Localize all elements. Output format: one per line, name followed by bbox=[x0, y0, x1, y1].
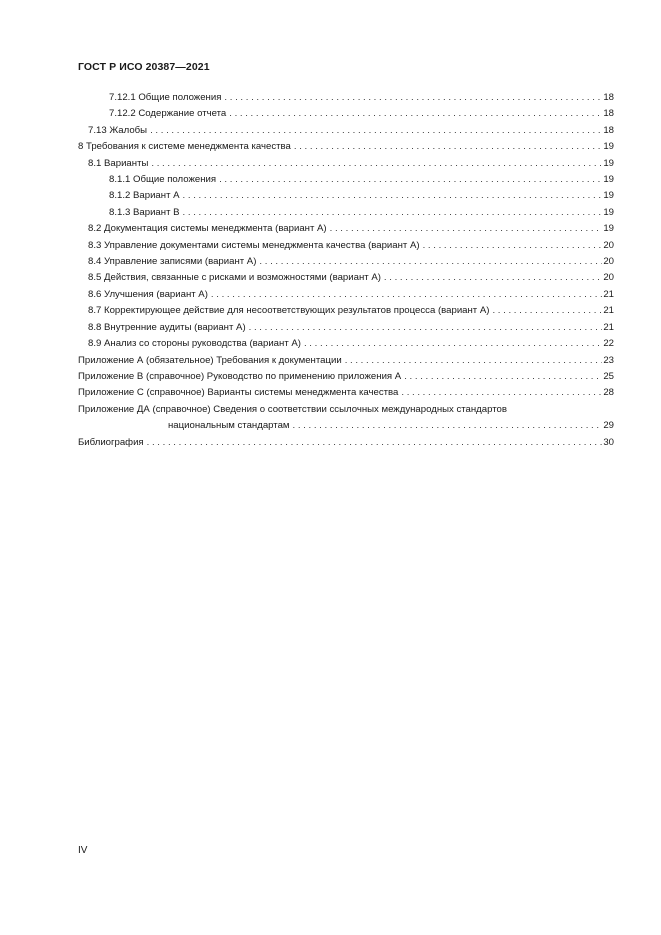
toc-entry-title: 8.1.3 Вариант В bbox=[109, 206, 180, 218]
toc-entry-title: Библиография bbox=[78, 436, 144, 448]
dot-leader bbox=[304, 336, 602, 352]
dot-leader bbox=[345, 353, 603, 369]
toc-entry-page: 23 bbox=[603, 354, 614, 366]
toc-entry-page: 18 bbox=[603, 92, 614, 103]
page-number: IV bbox=[78, 845, 88, 856]
toc-entry[interactable] bbox=[78, 172, 614, 188]
toc-entry-page: 18 bbox=[603, 108, 614, 120]
toc-entry-page: 19 bbox=[603, 174, 614, 186]
dot-leader bbox=[151, 156, 602, 172]
toc-entry-page: 28 bbox=[603, 387, 614, 399]
toc-entry-page: 21 bbox=[603, 305, 614, 317]
toc-entry-title: 8.1.2 Вариант А bbox=[109, 190, 180, 202]
toc-entry-page: 30 bbox=[603, 436, 614, 448]
toc-entry[interactable] bbox=[78, 270, 614, 286]
toc-entry-bibliography[interactable] bbox=[78, 435, 614, 451]
dot-leader bbox=[423, 238, 603, 254]
dot-leader bbox=[183, 188, 603, 204]
toc-entry[interactable] bbox=[78, 320, 614, 336]
toc-entry-page: 20 bbox=[603, 272, 614, 284]
toc-entry-page: 20 bbox=[603, 256, 614, 268]
toc-entry-title: 8.4 Управление записями (вариант А) bbox=[88, 256, 257, 268]
dot-leader bbox=[150, 123, 602, 139]
toc-entry-title: Приложение В (справочное) Руководство по применению приложения А bbox=[78, 370, 402, 382]
toc-entry-page: 19 bbox=[603, 206, 614, 218]
dot-leader bbox=[219, 172, 602, 188]
toc-entry-title: 7.12.2 Содержание отчета bbox=[109, 108, 227, 120]
dot-leader bbox=[384, 270, 602, 286]
toc-entry-page: 19 bbox=[603, 190, 614, 202]
toc-entry-continuation bbox=[78, 418, 614, 434]
toc-entry-page: 20 bbox=[603, 239, 614, 251]
toc-entry[interactable] bbox=[78, 139, 614, 155]
table-of-contents bbox=[78, 90, 614, 451]
toc-entry-page: 19 bbox=[603, 223, 614, 235]
toc-entry-page: 19 bbox=[603, 157, 614, 169]
toc-entry[interactable] bbox=[78, 385, 614, 401]
dot-leader bbox=[404, 369, 602, 385]
dot-leader bbox=[492, 303, 602, 319]
dot-leader bbox=[183, 205, 603, 221]
toc-entry-page: 22 bbox=[603, 338, 614, 350]
dot-leader bbox=[293, 418, 603, 434]
toc-entry-annex-da[interactable] bbox=[78, 402, 614, 435]
toc-entry[interactable] bbox=[78, 205, 614, 221]
toc-entry[interactable] bbox=[78, 353, 614, 369]
document-header: ГОСТ Р ИСО 20387—2021 bbox=[78, 61, 210, 73]
toc-entry[interactable] bbox=[78, 188, 614, 204]
toc-entry-page: 21 bbox=[603, 288, 614, 300]
toc-entry-page: 25 bbox=[603, 370, 614, 382]
toc-entry[interactable] bbox=[78, 303, 614, 319]
toc-entry[interactable] bbox=[78, 90, 614, 106]
toc-entry-title: 8.5 Действия, связанные с рисками и возможностями (вариант А) bbox=[88, 272, 381, 284]
toc-entry[interactable] bbox=[78, 156, 614, 172]
toc-entry-page: 19 bbox=[603, 141, 614, 153]
toc-entry[interactable] bbox=[78, 238, 614, 254]
dot-leader bbox=[224, 90, 602, 106]
toc-entry-title: 8.1 Варианты bbox=[88, 157, 149, 169]
toc-entry-title: 8.8 Внутренние аудиты (вариант А) bbox=[88, 321, 246, 333]
toc-entry-title: 7.13 Жалобы bbox=[88, 124, 148, 136]
toc-entry[interactable] bbox=[78, 123, 614, 139]
toc-entry-title: Приложение ДА (справочное) Сведения о соответствии ссылочных международных стандартов bbox=[78, 403, 507, 415]
dot-leader bbox=[211, 287, 602, 303]
toc-entry-title: 8.1.1 Общие положения bbox=[109, 174, 217, 186]
toc-entry-title: 7.12.1 Общие положения bbox=[109, 92, 222, 103]
dot-leader bbox=[294, 139, 602, 155]
toc-entry-title: 8.6 Улучшения (вариант А) bbox=[88, 288, 208, 300]
toc-entry-page: 21 bbox=[603, 321, 614, 333]
toc-entry[interactable] bbox=[78, 369, 614, 385]
toc-entry[interactable] bbox=[78, 287, 614, 303]
dot-leader bbox=[259, 254, 602, 270]
toc-entry-title: 8.2 Документация системы менеджмента (вариант А) bbox=[88, 223, 327, 235]
toc-entry-page: 18 bbox=[603, 124, 614, 136]
toc-entry-title: 8.9 Анализ со стороны руководства (вариант А) bbox=[88, 338, 301, 350]
toc-entry-title: Приложение С (справочное) Варианты системы менеджмента качества bbox=[78, 387, 399, 399]
toc-entry[interactable] bbox=[78, 254, 614, 270]
dot-leader bbox=[330, 221, 603, 237]
dot-leader bbox=[401, 385, 602, 401]
toc-entry[interactable] bbox=[78, 336, 614, 352]
toc-entry[interactable] bbox=[78, 221, 614, 237]
toc-entry-title-continuation: национальным стандартам bbox=[168, 420, 290, 432]
toc-entry[interactable] bbox=[78, 106, 614, 122]
dot-leader bbox=[147, 435, 603, 451]
toc-entry-title: 8 Требования к системе менеджмента качества bbox=[78, 141, 291, 153]
toc-entry-title: Приложение А (обязательное) Требования к документации bbox=[78, 354, 342, 366]
dot-leader bbox=[229, 106, 602, 122]
dot-leader bbox=[249, 320, 603, 336]
toc-entry-title: 8.7 Корректирующее действие для несоответствующих результатов процесса (вариант А) bbox=[88, 305, 490, 317]
toc-entry-page: 29 bbox=[603, 420, 614, 432]
toc-entry-title: 8.3 Управление документами системы менеджмента качества (вариант А) bbox=[88, 239, 420, 251]
